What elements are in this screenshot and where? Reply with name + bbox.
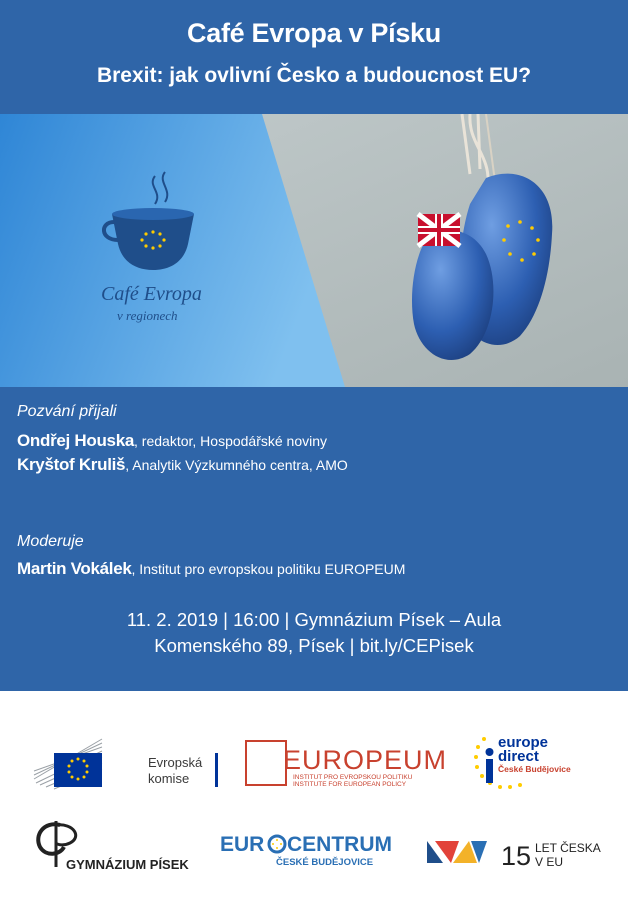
speaker-1: [17, 431, 327, 451]
european-commission-logo: [32, 735, 222, 791]
event-datetime: 11. 2. 2019 | 16:00 | Gymnázium Písek – Aula: [126, 609, 502, 630]
eurocentrum-part2: CENTRUM: [287, 833, 392, 856]
speaker-2: [17, 455, 348, 475]
anniversary-number: 15: [501, 841, 532, 871]
anniversary-line2: V EU: [535, 855, 564, 869]
header: [0, 0, 628, 114]
anniversary-graphic: [425, 831, 610, 875]
partner-logos: [0, 691, 628, 905]
speaker-2-role: , Analytik Výzkumného centra, AMO: [125, 457, 348, 473]
anniversary-logo: [425, 831, 610, 875]
event-info: [0, 387, 628, 691]
speaker-1-role: , redaktor, Hospodářské noviny: [134, 433, 328, 449]
moderator-name: Martin Vokálek: [17, 559, 132, 578]
page-subtitle: Brexit: jak ovlivní Česko a budoucnost EU?: [96, 64, 532, 87]
europeum-line1: INSTITUT PRO EVROPSKOU POLITIKU: [293, 774, 413, 781]
gymnazium-pisek-logo: [30, 815, 195, 873]
europe-direct-logo: [472, 729, 572, 795]
page-title: Café Evropa v Písku: [187, 18, 441, 48]
guests-heading: Pozvání přijali: [17, 403, 117, 420]
eurocentrum-sub: ČESKÉ BUDĚJOVICE: [276, 857, 374, 868]
eurocentrum-logo: [218, 829, 408, 873]
europe-direct-graphic: [472, 729, 572, 795]
ed-line3: České Budějovice: [498, 764, 571, 774]
europeum-line2: INSTITUTE FOR EUROPEAN POLICY: [293, 781, 407, 788]
moderator-heading: Moderuje: [17, 533, 84, 550]
anniversary-line1: LET ČESKA: [535, 841, 601, 855]
gymnazium-name: GYMNÁZIUM PÍSEK: [66, 857, 189, 872]
ed-line2: direct: [498, 748, 539, 765]
moderator-role: , Institut pro evropskou politiku EUROPEUM: [131, 561, 406, 577]
moderator: [17, 559, 405, 579]
logo-text-line1: Café Evropa: [101, 283, 202, 305]
speaker-1-name: Ondřej Houska: [17, 431, 135, 450]
europeum-logo: [245, 739, 451, 789]
europeum-name: EUROPEUM: [283, 745, 448, 775]
event-location: Komenského 89, Písek | bit.ly/CEPisek: [154, 635, 474, 656]
eurocentrum-part1: EUR: [220, 833, 265, 856]
eurocentrum-graphic: [218, 829, 408, 873]
banner-illustration: [0, 114, 628, 387]
gymnazium-graphic: [30, 815, 195, 873]
komise-line1: Evropská: [148, 755, 203, 770]
komise-line2: komise: [148, 771, 190, 786]
ed-line1: europe: [498, 734, 549, 751]
speaker-2-name: Kryštof Kruliš: [17, 455, 126, 474]
logo-text-line2: v regionech: [117, 308, 178, 323]
europeum-graphic: [245, 739, 451, 789]
european-commission-graphic: [32, 735, 222, 791]
banner-image: [0, 114, 628, 387]
